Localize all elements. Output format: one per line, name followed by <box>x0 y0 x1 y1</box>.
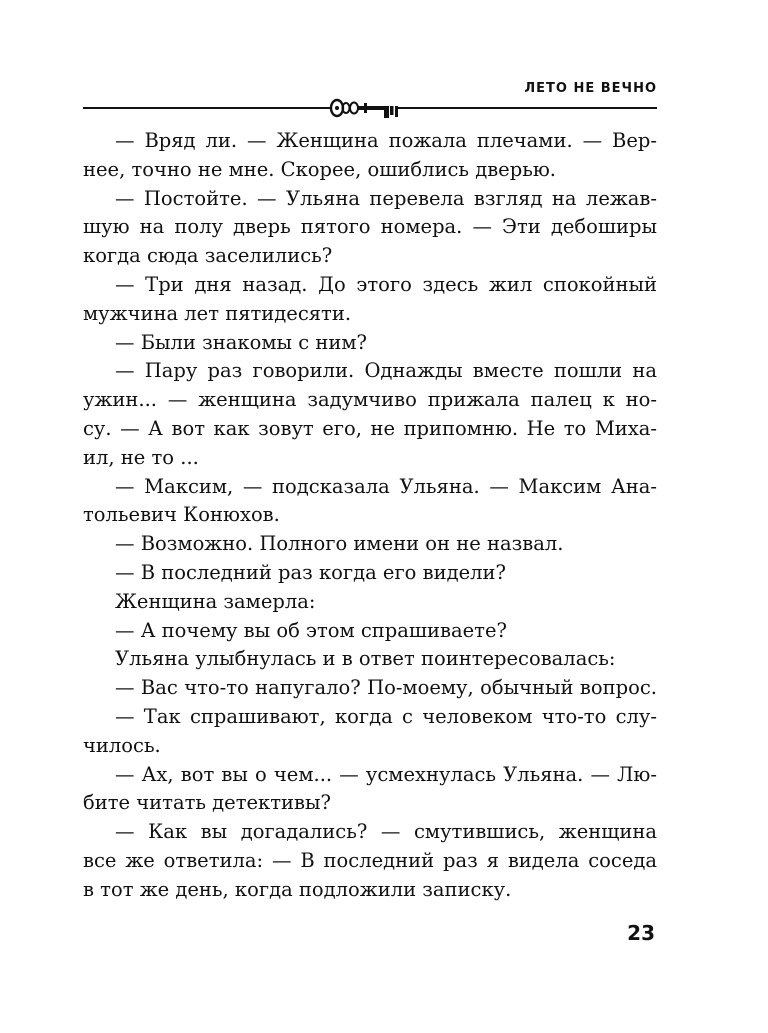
text-line: — Постойте. — Ульяна перевела взгляд на лежав- <box>115 186 657 210</box>
text-line: — В последний раз когда его видели? <box>115 560 506 584</box>
text-line: в тот же день, когда подложили записку. <box>83 877 512 901</box>
text-line: когда сюда заселились? <box>83 244 333 268</box>
text-line: все же ответила: — В последний раз я видела соседа <box>83 848 657 872</box>
text-line: су. — А вот как зовут его, не припомню. Не то Миха- <box>83 416 657 440</box>
text-line: — Так спрашивают, когда с человеком что-то слу- <box>115 704 657 728</box>
text-line: — Возможно. Полного имени он не назвал. <box>115 532 564 556</box>
text-line: — Вас что-то напугало? По-моему, обычный вопрос. <box>115 676 657 700</box>
text-line: — Были знакомы с ним? <box>115 330 367 354</box>
header-rule-right <box>398 107 657 109</box>
text-line: — Максим, — подсказала Ульяна. — Максим Ана- <box>115 474 657 498</box>
text-line: мужчина лет пятидесяти. <box>83 301 352 325</box>
text-line: — Пару раз говорили. Однажды вместе пошли на <box>115 359 657 383</box>
text-line: ил, не то ... <box>83 445 199 469</box>
text-line: — А почему вы об этом спрашиваете? <box>115 618 507 642</box>
text-line: нее, точно не мне. Скорее, ошиблись дверью. <box>83 157 556 181</box>
header-rule-left <box>83 107 330 109</box>
page-number: 23 <box>627 921 655 945</box>
running-header-title: ЛЕТО НЕ ВЕЧНО <box>524 81 657 96</box>
text-line: тольевич Конюхов. <box>83 503 280 527</box>
text-line: — Как вы догадались? — смутившись, женщина <box>115 820 657 844</box>
text-line: — Вряд ли. — Женщина пожала плечами. — Вер- <box>115 129 657 152</box>
key-ornament-icon <box>328 96 400 120</box>
text-line: — Три дня назад. До этого здесь жил спокойный <box>115 272 657 296</box>
body-text <box>83 127 657 905</box>
text-line: шую на полу дверь пятого номера. — Эти дебоширы <box>83 215 657 239</box>
text-line: бите читать детективы? <box>83 791 331 815</box>
text-line: — Ах, вот вы о чем... — усмехнулась Ульяна. — Лю- <box>115 762 657 786</box>
text-line: чилось. <box>83 733 161 757</box>
text-line: Ульяна улыбнулась и в ответ поинтересовалась: <box>115 647 616 671</box>
text-line: ужин... — женщина задумчиво прижала палец к но- <box>83 388 657 412</box>
text-line: Женщина замерла: <box>115 589 316 613</box>
